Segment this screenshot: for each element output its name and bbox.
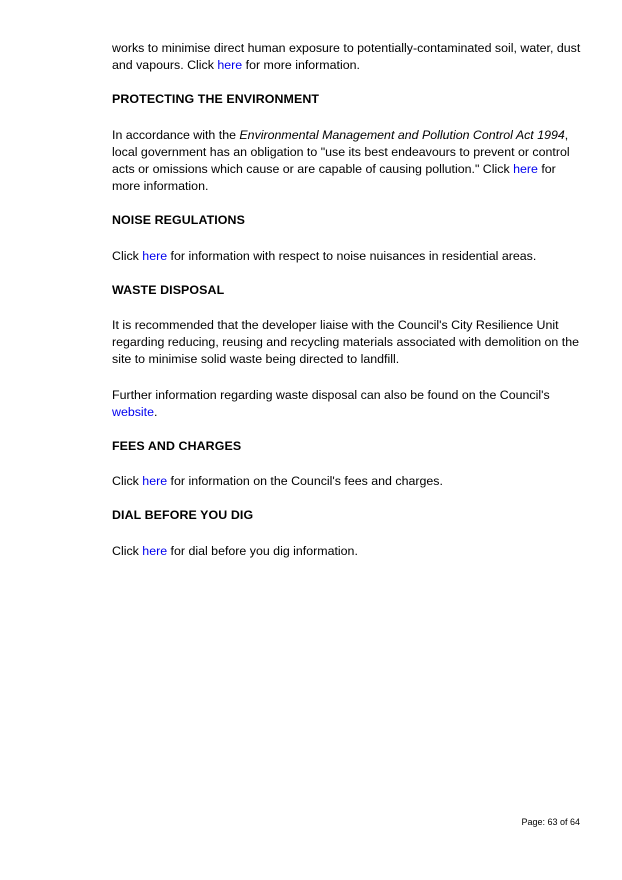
text: , local government has an obligation to "use its best endeavours to prevent or control acts or omissions which cause or are capable of causing pollution." Click bbox=[112, 127, 570, 177]
page-content bbox=[112, 40, 582, 560]
heading-dial-before-you-dig: DIAL BEFORE YOU DIG bbox=[112, 508, 254, 523]
dial-paragraph bbox=[112, 543, 582, 560]
contamination-paragraph bbox=[112, 40, 582, 74]
text: Click bbox=[112, 474, 143, 489]
text: In accordance with the bbox=[112, 127, 240, 142]
text: works to minimise direct human exposure to potentially-contaminated soil, water, dust and vapours. Click bbox=[112, 41, 581, 73]
dial-link[interactable]: here bbox=[142, 543, 168, 558]
heading-noise-regulations: NOISE REGULATIONS bbox=[112, 213, 245, 228]
text: Click bbox=[112, 248, 143, 263]
noise-paragraph bbox=[112, 248, 582, 265]
environment-link[interactable]: here bbox=[513, 162, 538, 177]
text: for information on the Council's fees and charges. bbox=[167, 474, 443, 489]
noise-link[interactable]: here bbox=[142, 248, 168, 263]
heading-protecting-environment: PROTECTING THE ENVIRONMENT bbox=[112, 92, 320, 107]
act-title: Environmental Management and Pollution Control Act 1994 bbox=[239, 127, 565, 142]
text: . bbox=[154, 404, 158, 419]
heading-waste-disposal: WASTE DISPOSAL bbox=[112, 282, 225, 297]
waste-paragraph-1: It is recommended that the developer liaise with the Council's City Resilience Unit regarding reducing, reusing and recycling materials associated with demolition on the site to minimise solid waste being directed to landfill. bbox=[112, 318, 579, 367]
text: for dial before you dig information. bbox=[167, 543, 358, 558]
page-number: Page: 63 of 64 bbox=[521, 817, 580, 827]
contamination-link[interactable]: here bbox=[217, 58, 243, 73]
text: for more information. bbox=[112, 162, 556, 194]
text: for more information. bbox=[242, 58, 360, 73]
text: for information with respect to noise nuisances in residential areas. bbox=[167, 248, 537, 263]
fees-link[interactable]: here bbox=[142, 474, 168, 489]
website-link[interactable]: website bbox=[112, 404, 155, 419]
text: Further information regarding waste disposal can also be found on the Council's bbox=[112, 387, 550, 402]
heading-fees-charges: FEES AND CHARGES bbox=[112, 439, 242, 454]
fees-paragraph bbox=[112, 473, 582, 490]
waste-paragraph-2 bbox=[112, 387, 582, 421]
environment-paragraph bbox=[112, 127, 582, 196]
text: Click bbox=[112, 543, 143, 558]
